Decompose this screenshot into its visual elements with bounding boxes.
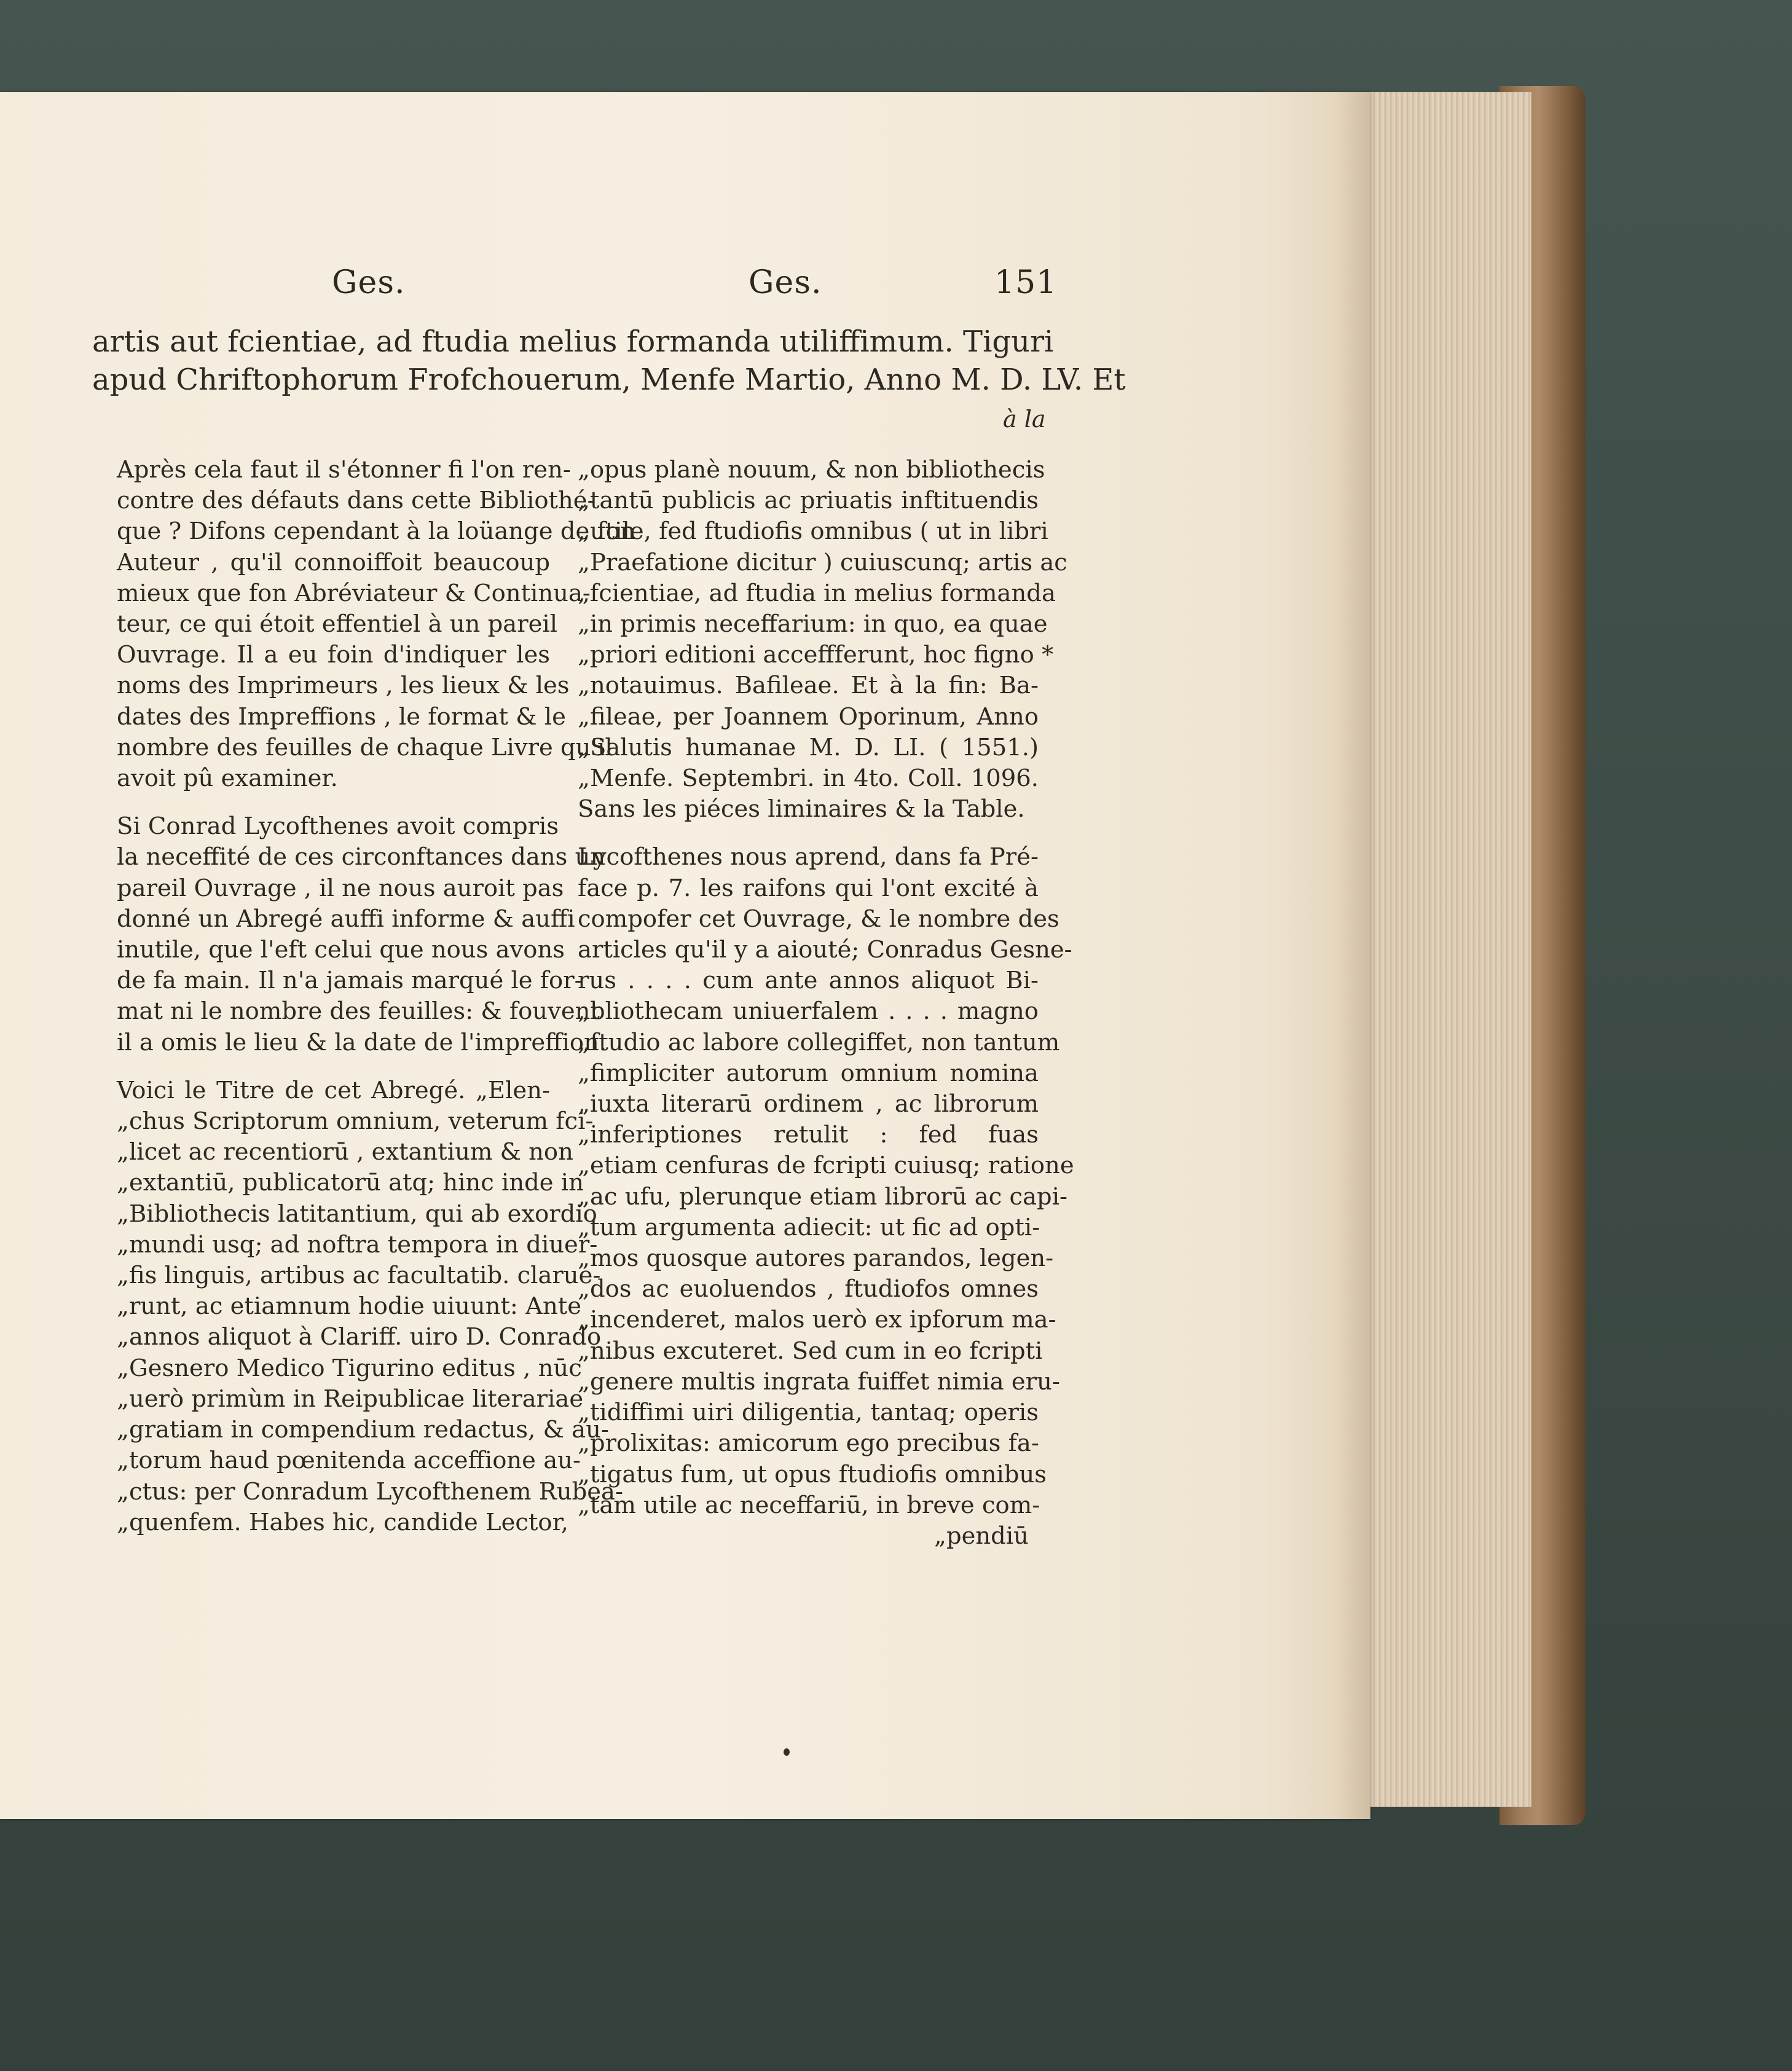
- text-line: „fis linguis, artibus ac facultatib. clarue-: [117, 1262, 601, 1290]
- text-line: „annos aliquot à Clariff. uiro D. Conrado: [117, 1323, 602, 1351]
- text-line: Lycofthenes nous aprend, dans fa Pré-: [578, 843, 1039, 871]
- catchword-bottom: „pendiū: [934, 1522, 1029, 1550]
- text-line: Après cela faut il s'étonner fi l'on ren-: [117, 456, 571, 484]
- text-line: „Praefatione dicitur ) cuiuscunq; artis ac: [578, 548, 1067, 576]
- text-line: „genere multis ingrata fuiffet nimia eru-: [578, 1367, 1060, 1396]
- text-line: Auteur , qu'il connoiffoit beaucoup: [117, 548, 550, 576]
- page-number: 151: [994, 264, 1058, 301]
- text-line: „quenfem. Habes hic, candide Lector,: [117, 1508, 568, 1536]
- text-line: rus . . . . cum ante annos aliquot Bi-: [578, 967, 1039, 995]
- text-line: „Menfe. Septembri. in 4to. Coll. 1096.: [578, 764, 1039, 793]
- text-line: Ouvrage. Il a eu foin d'indiquer les: [117, 641, 550, 669]
- top-line-2: apud Chriftophorum Frofchouerum, Menfe Martio, Anno M. D. LV. Et: [92, 363, 1126, 397]
- running-head-left: Ges.: [332, 264, 406, 301]
- top-line-1: artis aut fcientiae, ad ftudia melius formanda utiliffimum. Tiguri: [92, 324, 1054, 359]
- text-line: mieux que fon Abréviateur & Continua-: [117, 579, 591, 607]
- text-line: „ftudio ac labore collegiffet, non tantum: [578, 1028, 1060, 1056]
- text-line: mat ni le nombre des feuilles: & fouvent: [117, 997, 600, 1026]
- text-line: inutile, que l'eft celui que nous avons: [117, 936, 565, 964]
- text-line: „inferiptiones retulit : fed fuas: [578, 1121, 1039, 1149]
- text-line: „notauimus. Bafileae. Et à la fin: Ba-: [578, 672, 1039, 700]
- book-fore-edge: [1358, 92, 1531, 1807]
- text-line: „chus Scriptorum omnium, veterum fci-: [117, 1107, 594, 1136]
- text-line: articles qu'il y a aiouté; Conradus Gesne-: [578, 936, 1072, 964]
- text-line: „iuxta literarū ordinem , ac librorum: [578, 1090, 1039, 1118]
- text-line: „Salutis humanae M. D. LI. ( 1551.): [578, 733, 1039, 761]
- text-line: dates des Impreffions , le format & le: [117, 702, 566, 731]
- paragraph-gap: [117, 1058, 550, 1075]
- text-line: avoit pû examiner.: [117, 764, 338, 793]
- paragraph-gap: [578, 825, 1039, 842]
- text-line: „etiam cenfuras de fcripti cuiusq; ratione: [578, 1152, 1074, 1180]
- text-line: „tidiffimi uiri diligentia, tantaq; operis: [578, 1399, 1039, 1427]
- text-line: „ctus: per Conradum Lycofthenem Rubea-: [117, 1477, 623, 1506]
- text-line: que ? Difons cependant à la loüange de fon: [117, 517, 635, 546]
- catchword-top: à la: [1003, 406, 1046, 433]
- text-line: nombre des feuilles de chaque Livre qu'il: [117, 733, 613, 761]
- text-line: „uerò primùm in Reipublicae literariae: [117, 1385, 584, 1413]
- text-line: „tigatus fum, ut opus ftudiofis omnibus: [578, 1460, 1047, 1488]
- text-line: Si Conrad Lycofthenes avoit compris: [117, 812, 559, 841]
- text-line: „licet ac recentiorū , extantium & non: [117, 1138, 573, 1166]
- right-column: [578, 455, 1074, 1552]
- text-line: „mos quosque autores parandos, legen-: [578, 1244, 1054, 1273]
- text-line: „opus planè nouum, & non bibliothecis: [578, 456, 1045, 484]
- text-line: „ac ufu, plerunque etiam librorū ac capi-: [578, 1182, 1068, 1211]
- text-line: „priori editioni acceffferunt, hoc figno *: [578, 641, 1054, 669]
- text-line: donné un Abregé auffi informe & auffi: [117, 905, 575, 933]
- text-line: la neceffité de ces circonftances dans un: [117, 843, 606, 871]
- text-line: compofer cet Ouvrage, & le nombre des: [578, 905, 1059, 933]
- running-head-center: Ges.: [749, 264, 822, 301]
- text-line: „utile, fed ftudiofis omnibus ( ut in libri: [578, 517, 1048, 546]
- paragraph-gap: [117, 794, 550, 811]
- text-line: „prolixitas: amicorum ego precibus fa-: [578, 1429, 1039, 1458]
- text-line: „bliothecam uniuerfalem . . . . magno: [578, 997, 1039, 1026]
- text-line: „dos ac euoluendos , ftudiofos omnes: [578, 1275, 1039, 1303]
- text-line: Sans les piéces liminaires & la Table.: [578, 795, 1025, 823]
- ink-spot: [784, 1748, 790, 1756]
- left-column: [117, 455, 635, 1538]
- text-line: „tum argumenta adiecit: ut fic ad opti-: [578, 1213, 1040, 1241]
- text-line: „nibus excuteret. Sed cum in eo fcripti: [578, 1337, 1043, 1365]
- text-line: „mundi usq; ad noftra tempora in diuer-: [117, 1230, 598, 1259]
- text-line: pareil Ouvrage , il ne nous auroit pas: [117, 874, 564, 902]
- text-line: „fileae, per Joannem Oporinum, Anno: [578, 702, 1039, 731]
- text-line: face p. 7. les raifons qui l'ont excité à: [578, 874, 1039, 902]
- text-line: de fa main. Il n'a jamais marqué le for-: [117, 967, 583, 995]
- text-line: „tam utile ac neceffariū, in breve com-: [578, 1491, 1040, 1519]
- text-line: „incenderet, malos uerò ex ipforum ma-: [578, 1306, 1056, 1334]
- text-line: contre des défauts dans cette Bibliothé-: [117, 487, 595, 515]
- text-line: „tantū publicis ac priuatis inftituendis: [578, 487, 1039, 515]
- text-line: Voici le Titre de cet Abregé. „Elen-: [117, 1076, 550, 1104]
- text-line: „Gesnero Medico Tigurino editus , nūc: [117, 1354, 582, 1382]
- text-line: il a omis le lieu & la date de l'impreffion.: [117, 1028, 607, 1056]
- text-line: teur, ce qui étoit effentiel à un pareil: [117, 610, 558, 639]
- text-line: „runt, ac etiamnum hodie uiuunt: Ante: [117, 1292, 581, 1321]
- text-line: „in primis neceffarium: in quo, ea quae: [578, 610, 1048, 639]
- text-line: noms des Imprimeurs , les lieux & les: [117, 672, 570, 700]
- text-line: „Bibliothecis latitantium, qui ab exordio: [117, 1200, 597, 1228]
- text-line: „fcientiae, ad ftudia in melius formanda: [578, 579, 1056, 607]
- text-line: „gratiam in compendium redactus, & au-: [117, 1416, 609, 1444]
- text-line: „torum haud pœnitenda acceffione au-: [117, 1447, 581, 1475]
- text-line: „extantiū, publicatorū atq; hinc inde in: [117, 1169, 584, 1197]
- text-line: „fimpliciter autorum omnium nomina: [578, 1059, 1039, 1087]
